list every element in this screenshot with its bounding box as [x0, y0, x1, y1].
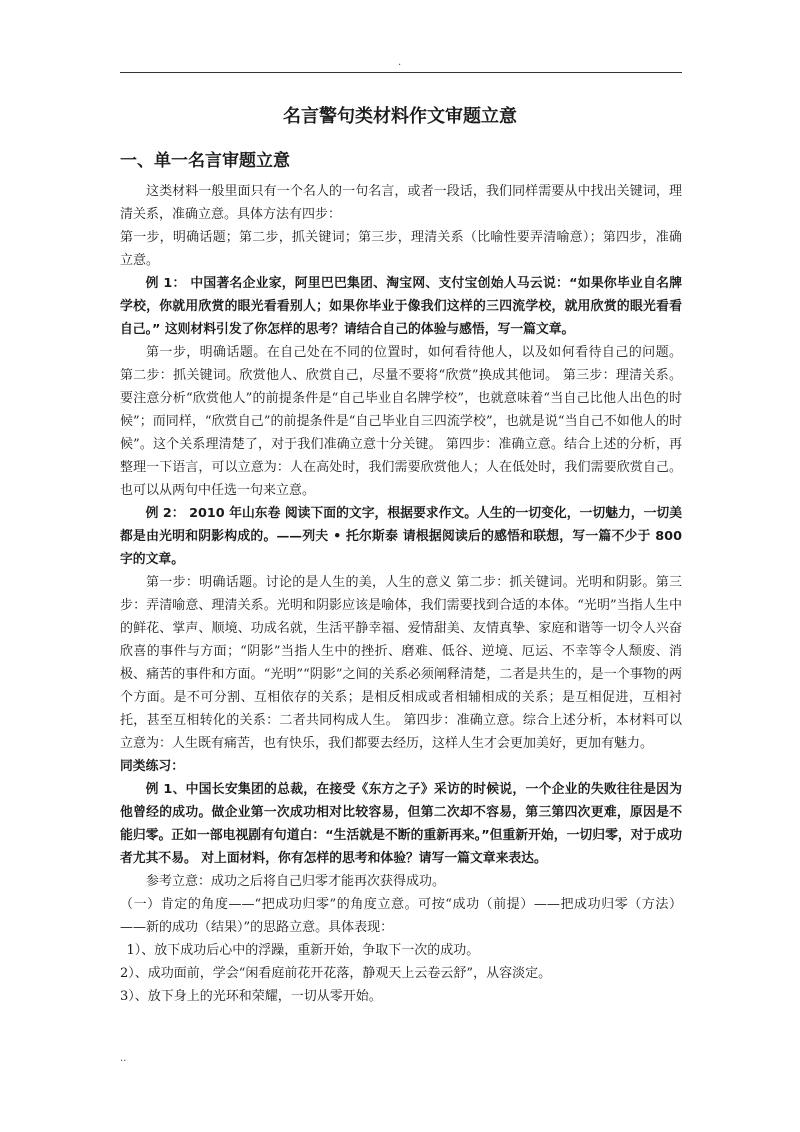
document-body	[120, 180, 682, 1008]
reference-idea: 参考立意：成功之后将自己归零才能再次获得成功。	[146, 874, 446, 889]
list-item-2: 2）、成功面前，学会“闲看庭前花开花落，静观天上云卷云舒”，从容淡定。	[120, 966, 552, 981]
header-divider	[120, 72, 682, 73]
positive-angle: （一）肯定的角度——“把成功归零”的角度立意。可按“成功（前提）——把成功归零（方法）——新的成功（结果）”的思路立意。具体表现：	[120, 897, 682, 935]
page-title: 名言警句类材料作文审题立意	[283, 106, 517, 127]
list-item-3: 3）、放下身上的光环和荣耀，一切从零开始。	[120, 989, 382, 1004]
footer-mark: ..	[120, 1053, 127, 1064]
practice-example-1: 例 1、中国长安集团的总裁，在接受《东方之子》采访的时候说，一个企业的失败往往是因为他曾经的成功。做企业第一次成功相对比较容易，但第二次却不容易，第三第四次更难，原因是不能归零。正如一部电视剧有句道白：“生活就是不断的重新再来。”但重新开始，一切归零，对于成功者尤其不易。 对上面材料，你有怎样的思考和体验？请写一篇文章来表达。	[120, 782, 682, 866]
list-item-1: 1）、放下成功后心中的浮躁，重新开始，争取下一次的成功。	[126, 943, 480, 958]
practice-heading: 同类练习：	[120, 759, 184, 774]
example-2-prompt: 例 2： 2010 年山东卷 阅读下面的文字，根据要求作文。人生的一切变化，一切魅力，一切美都是由光明和阴影构成的。——列夫 • 托尔斯泰 请根据阅读后的感悟和联想，写一篇不少于 800 字的文章。	[120, 506, 682, 567]
section-heading: 一、单一名言审题立意	[120, 151, 290, 171]
example-1-analysis: 第一步，明确话题。在自己处在不同的位置时，如何看待他人，以及如何看待自己的问题。 第二步：抓关键词。欣赏他人、欣赏自己，尽量不要将“欣赏”换成其他词。 第三步：理清关系。要注意分析“欣赏他人”的前提条件是“自己毕业自名牌学校”，也就意味着“当自己比他人出色的时候”；而同样，“欣赏自己”的前提条件是“自己毕业自三四流学校”，也就是说“当自己不如他人的时候”。这个关系理清楚了，对于我们准确立意十分关键。 第四步：准确立意。结合上述的分析，再整理一下语言，可以立意为：人在高处时，我们需要欣赏他人；人在低处时，我们需要欣赏自己。也可以从两句中任选一句来立意。	[120, 345, 682, 498]
intro-paragraph: 这类材料一般里面只有一个名人的一句名言，或者一段话，我们同样需要从中找出关键词，理清关系，准确立意。具体方法有四步：	[120, 184, 682, 222]
example-2-analysis: 第一步：明确话题。讨论的是人生的美，人生的意义 第二步：抓关键词。光明和阴影。第三步：弄清喻意、理清关系。光明和阴影应该是喻体，我们需要找到合适的本体。“光明”当指人生中的鲜花、掌声、顺境、功成名就，生活平静幸福、爱情甜美、友情真挚、家庭和谐等一切令人兴奋欣喜的事件与方面；“阴影”当指人生中的挫折、磨难、低谷、逆境、厄运、不幸等令人颓废、消极、痛苦的事件和方面。“光明”“阴影”之间的关系必须阐释清楚，二者是共生的，是一个事物的两个方面。是不可分割、互相依存的关系；是相反相成或者相辅相成的关系；是互相促进，互相衬托，甚至互相转化的关系：二者共同构成人生。 第四步：准确立意。综合上述分析，本材料可以立意为：人生既有痛苦，也有快乐，我们都要去经历，这样人生才会更加美好，更加有魅力。	[120, 575, 682, 751]
header-mark: .	[398, 57, 402, 68]
steps-paragraph: 第一步，明确话题；第二步，抓关键词；第三步，理清关系（比喻性要弄清喻意）；第四步，准确立意。	[120, 230, 682, 268]
example-1-prompt: 例 1： 中国著名企业家，阿里巴巴集团、淘宝网、支付宝创始人马云说：“如果你毕业自名牌学校，你就用欣赏的眼光看看别人；如果你毕业于像我们这样的三四流学校，就用欣赏的眼光看看自己。” 这则材料引发了你怎样的思考？请结合自己的体验与感悟，写一篇文章。	[120, 276, 682, 337]
